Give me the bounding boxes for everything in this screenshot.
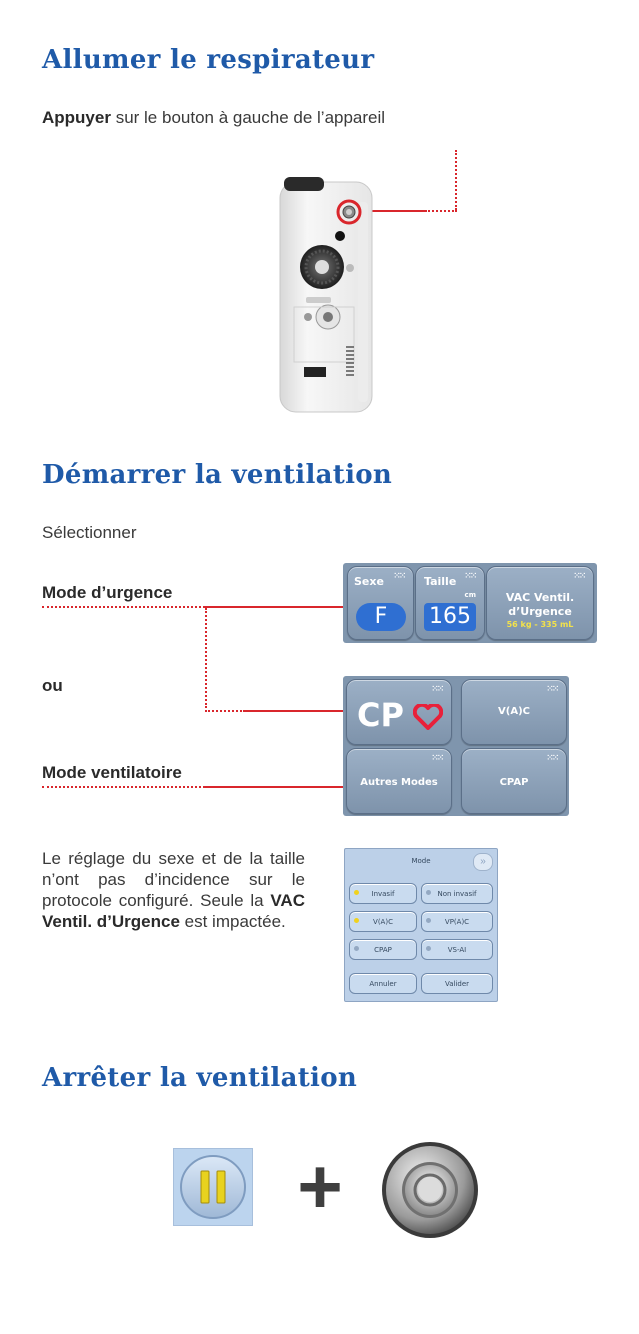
cpr-tile[interactable] [346,679,452,745]
label-mode-ventilatoire: Mode ventilatoire [42,763,182,782]
mode-btn-label: Invasif [371,889,395,898]
mode-btn-vac[interactable] [349,911,417,932]
text-selectionner: Sélectionner [42,523,137,542]
label-mode-urgence: Mode d’urgence [42,583,173,602]
mode-btn-non-invasif[interactable] [421,883,493,904]
sexe-label: Sexe [354,575,384,588]
mode-btn-cpap[interactable] [349,939,417,960]
mode-btn-invasif[interactable] [349,883,417,904]
cpr-label: CP [357,696,404,734]
mode-dialog [344,848,498,1002]
section-title-arreter: Arrêter la ventilation [42,1063,358,1093]
instruction-bold: Appuyer [42,108,111,127]
mode-btn-valider[interactable]: Valider [421,973,493,994]
led-indicator [354,918,359,923]
instruction-allumer [42,108,385,128]
led-indicator [426,946,431,951]
mode-btn-label: CPAP [374,945,392,954]
mode-btn-label: Non invasif [437,889,477,898]
instruction-rest: sur le bouton à gauche de l’appareil [110,108,386,127]
tile-dots-icon: ⁙⁙ [573,571,585,580]
led-indicator [426,890,431,895]
note-text-2: est impactée. [179,912,286,931]
note-text-bold: VAC Ventil. d’Urgence [42,891,305,931]
tile-dots-icon: ⁙⁙ [393,571,405,580]
tile-dots-icon: ⁙⁙ [546,684,558,693]
urgence-panel [343,563,597,643]
tile-dots-icon: ⁙⁙ [431,684,443,693]
note-text-1: Le réglage du sexe et de la taille n’ont pas d’incidence sur le protocole configuré. Seule la [42,849,305,910]
vac-urgence-tile[interactable] [486,566,594,640]
heart-icon [413,704,443,730]
underline-urgence-dotted [42,606,205,608]
led-indicator [354,946,359,951]
mode-btn-label: VP(A)C [444,917,470,926]
underline-ventilatoire-dotted [42,786,205,788]
plus-sign: + [297,1142,343,1230]
leader-line-vertical [455,150,457,210]
connector-ventilatoire [205,786,345,788]
sexe-value: F [356,603,406,631]
section-title-demarrer: Démarrer la ventilation [42,460,393,490]
vac-line2: d’Urgence [508,605,572,618]
mode-dialog-title: Mode [411,857,431,865]
tile-dots-icon: ⁙⁙ [431,753,443,762]
pause-icon [174,1149,252,1225]
forward-chevron-icon[interactable]: » [473,853,493,871]
mode-btn-vpac[interactable] [421,911,493,932]
connector-cpr [245,710,345,712]
mode-btn-label: VS-AI [447,945,467,954]
tile-dots-icon: ⁙⁙ [546,753,558,762]
taille-unit: cm [464,591,476,599]
mode-grid-panel [343,676,569,816]
cpap-tile[interactable] [461,748,567,814]
pause-button[interactable] [173,1148,253,1226]
connector-dotted-vertical [205,608,207,708]
power-button-icon[interactable] [380,1140,480,1240]
section-title-allumer: Allumer le respirateur [42,45,375,75]
led-indicator [426,918,431,923]
autres-modes-label: Autres Modes [360,777,438,788]
vac-tile[interactable] [461,679,567,745]
leader-line-dotted [425,210,457,212]
taille-tile[interactable] [415,566,485,640]
mode-btn-vs-ai[interactable] [421,939,493,960]
connector-dotted-horizontal [205,710,245,712]
connector-urgence [205,606,345,608]
taille-value: 165 [424,603,476,631]
taille-label: Taille [424,575,457,588]
vac-line1: VAC Ventil. [505,591,575,604]
mode-btn-annuler[interactable]: Annuler [349,973,417,994]
mode-btn-label: V(A)C [373,917,393,926]
cpap-label: CPAP [499,777,529,788]
vac-label: V(A)C [498,706,530,717]
label-ou: ou [42,676,63,695]
tile-dots-icon: ⁙⁙ [464,571,476,580]
note-paragraph [42,848,305,932]
ventilator-device-image [270,172,382,420]
sexe-tile[interactable] [347,566,414,640]
led-indicator [354,890,359,895]
vac-sub: 56 kg - 335 mL [506,620,574,629]
autres-modes-tile[interactable] [346,748,452,814]
